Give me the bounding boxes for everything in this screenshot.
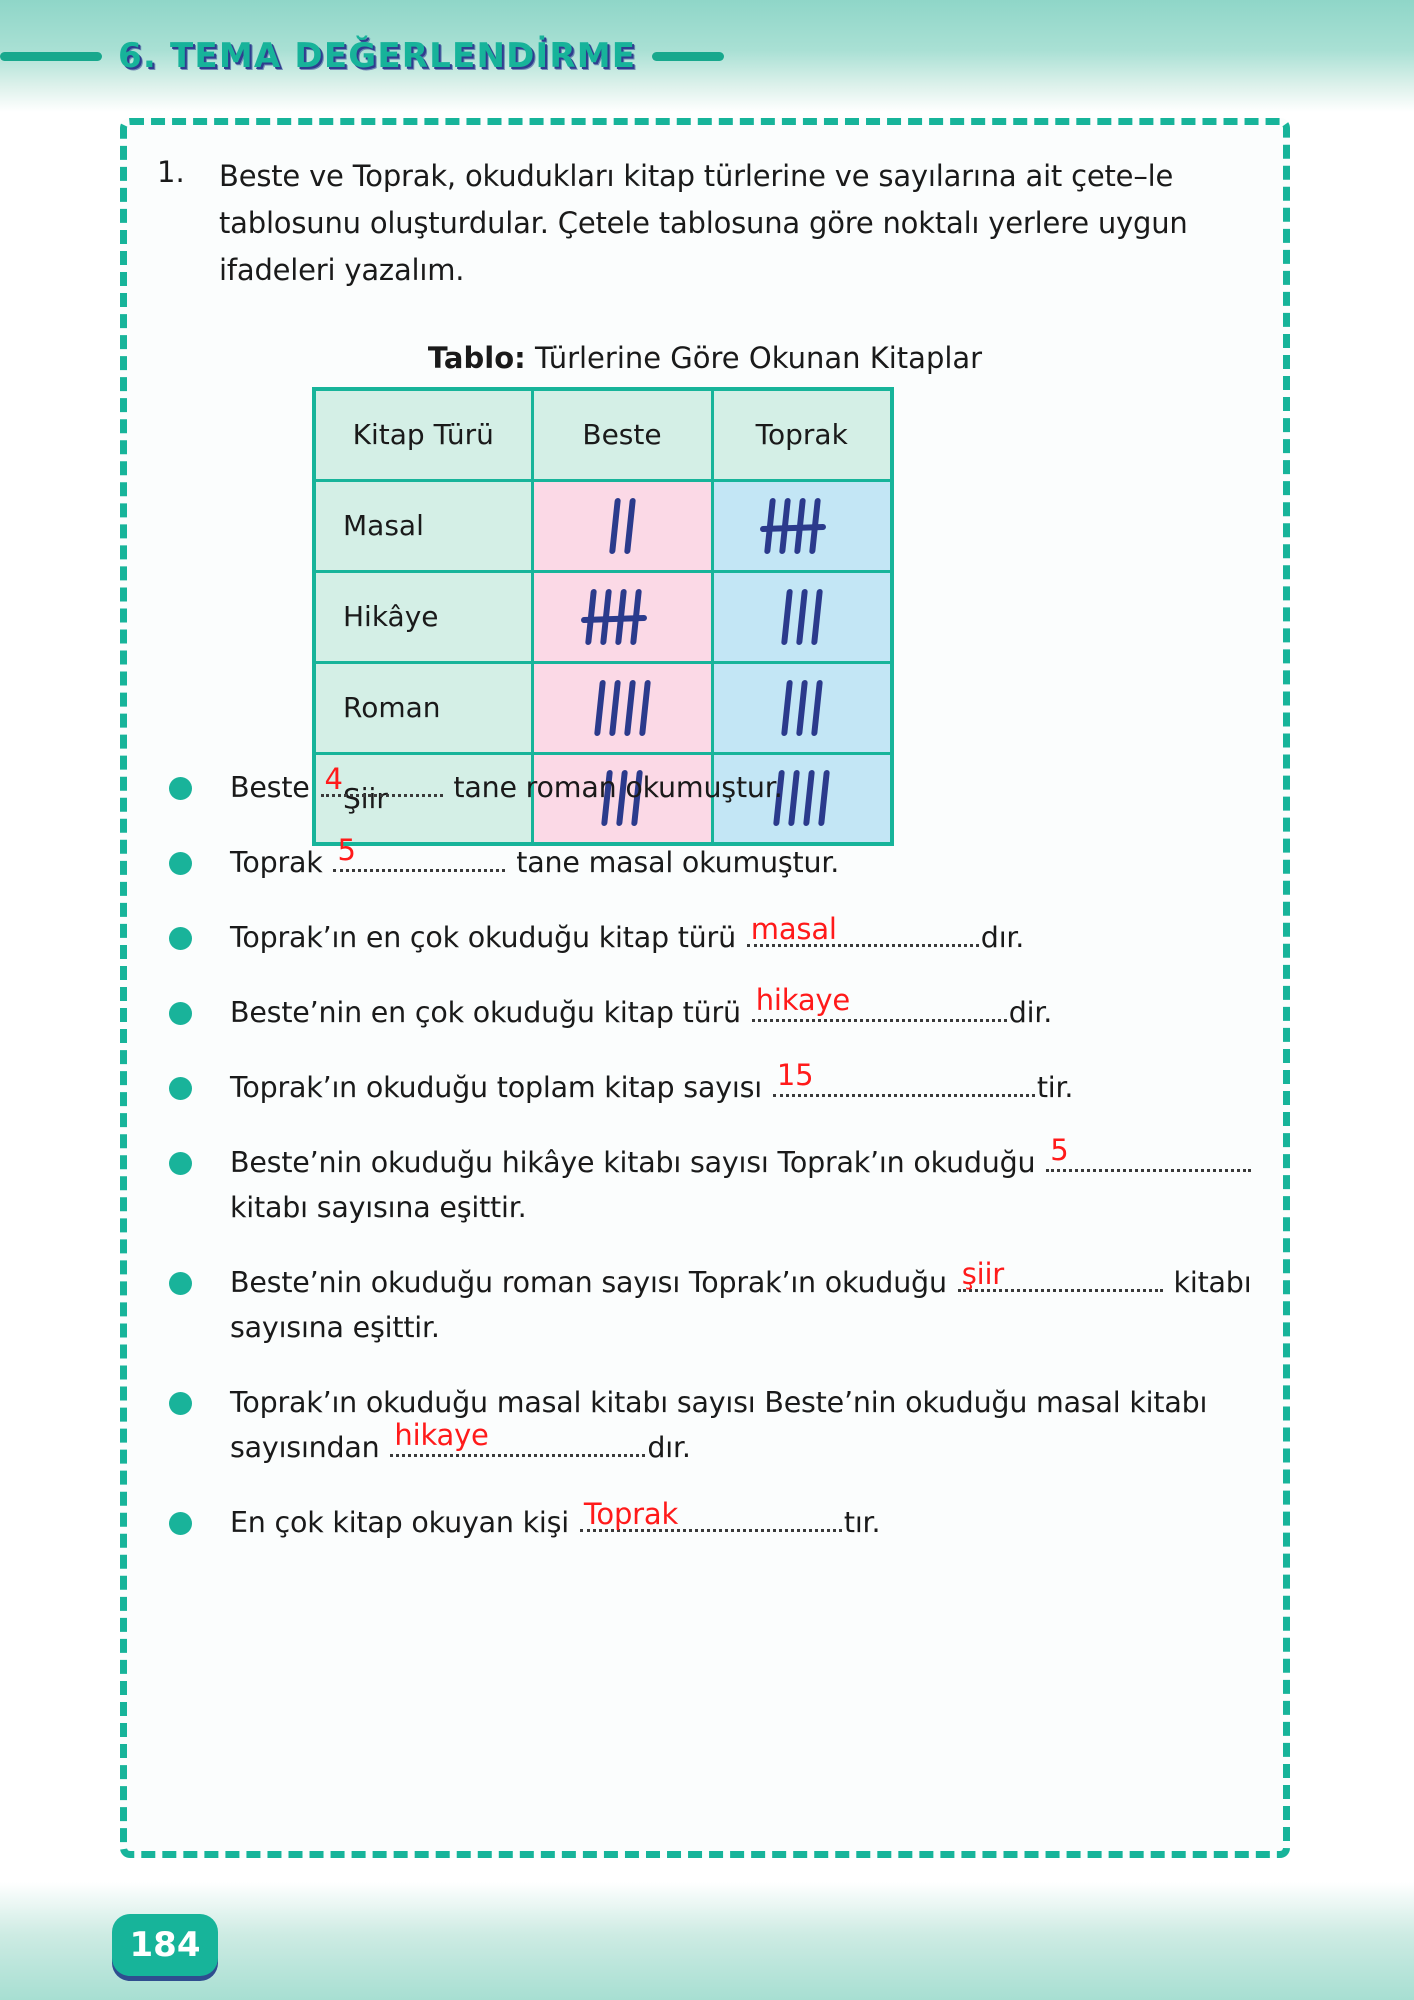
handwritten-answer: hikaye xyxy=(394,1418,489,1453)
tally-marks xyxy=(612,498,633,554)
answer-item xyxy=(149,1133,1269,1230)
answer-prefix: Beste’nin en çok okuduğu kitap türü xyxy=(230,996,750,1030)
handwritten-answer: 5 xyxy=(1050,1133,1069,1168)
answer-blank[interactable] xyxy=(747,912,979,947)
page-title: 6. TEMA DEĞERLENDİRME xyxy=(118,36,637,76)
answer-blank[interactable] xyxy=(773,1058,1035,1097)
answer-blank[interactable] xyxy=(752,983,1007,1022)
cell-beste-tally xyxy=(532,662,712,753)
cell-toprak-tally xyxy=(712,480,892,571)
answer-prefix: Toprak xyxy=(230,846,332,880)
page-footer xyxy=(0,1882,1414,2000)
handwritten-answer: 15 xyxy=(776,1058,814,1093)
header-title-row xyxy=(0,26,740,86)
row-label: Roman xyxy=(314,662,532,753)
bullet-icon xyxy=(169,1077,192,1100)
answer-prefix: Toprak’ın en çok okuduğu kitap türü xyxy=(230,921,745,955)
answer-text xyxy=(230,1380,1269,1470)
header-rule-left xyxy=(0,52,102,61)
bullet-icon xyxy=(169,1272,192,1295)
answer-item xyxy=(149,762,1269,810)
bullet-icon xyxy=(169,1002,192,1025)
answer-text xyxy=(230,1058,1074,1110)
bullet-icon xyxy=(169,927,192,950)
question-text: Beste ve Toprak, okudukları kitap türlerine ve sayılarına ait çete–le tablosunu oluşturdular. Çetele tablosuna göre noktalı yerlere uygun ifadeleri yazalım. xyxy=(219,159,1188,287)
bullet-icon xyxy=(169,1392,192,1415)
bullet-icon xyxy=(169,852,192,875)
cell-toprak-tally xyxy=(712,571,892,662)
answer-suffix: dır. xyxy=(647,1431,691,1465)
header-cell-beste: Beste xyxy=(532,389,712,480)
answer-text xyxy=(230,912,1025,960)
handwritten-answer: hikaye xyxy=(755,983,851,1018)
table-row xyxy=(314,480,892,571)
cell-beste-tally xyxy=(532,571,712,662)
header-rule-right xyxy=(652,52,724,61)
answer-suffix: tane roman okumuştur. xyxy=(444,771,783,804)
answer-suffix: dir. xyxy=(1008,996,1053,1030)
handwritten-answer: 4 xyxy=(324,762,343,796)
answer-text xyxy=(230,762,783,810)
page-header xyxy=(0,0,1414,112)
answer-suffix: tır. xyxy=(843,1506,881,1540)
row-label: Hikâye xyxy=(314,571,532,662)
table-caption xyxy=(127,341,1283,375)
answer-blank[interactable] xyxy=(1046,1133,1251,1172)
answer-item xyxy=(149,1058,1269,1110)
row-label: Şiir xyxy=(314,753,532,844)
answer-prefix: Toprak’ın okuduğu masal kitabı sayısı Beste’nin okuduğu masal kitabı sayısından xyxy=(230,1386,1208,1465)
answer-text xyxy=(230,1257,1269,1350)
tally-marks xyxy=(784,680,820,736)
exercise-frame xyxy=(120,118,1290,1858)
answer-prefix: Beste’nin okuduğu hikâye kitabı sayısı Toprak’ın okuduğu xyxy=(230,1146,1045,1180)
handwritten-answer: şiir xyxy=(961,1257,1005,1292)
answer-suffix: dır. xyxy=(980,921,1025,955)
answer-item xyxy=(149,983,1269,1035)
answer-prefix: Toprak’ın okuduğu toplam kitap sayısı xyxy=(230,1071,771,1105)
table-caption-text: Türlerine Göre Okunan Kitaplar xyxy=(525,341,983,375)
answer-suffix: kitabı sayısına eşittir. xyxy=(230,1266,1252,1345)
answer-list xyxy=(149,762,1269,1575)
header-cell-toprak: Toprak xyxy=(712,389,892,480)
bullet-icon xyxy=(169,1512,192,1535)
table-caption-label: Tablo: xyxy=(427,341,526,375)
cell-toprak-tally xyxy=(712,662,892,753)
answer-prefix: En çok kitap okuyan kişi xyxy=(230,1506,578,1540)
answer-suffix: tir. xyxy=(1036,1071,1074,1105)
question-block xyxy=(157,153,1257,294)
answer-suffix: tane masal okumuştur. xyxy=(507,846,840,880)
answer-item xyxy=(149,1257,1269,1350)
answer-blank[interactable] xyxy=(321,762,443,797)
answer-item xyxy=(149,1497,1269,1545)
answer-text xyxy=(230,1497,881,1545)
answer-blank[interactable] xyxy=(390,1418,645,1457)
handwritten-answer: 5 xyxy=(337,833,356,868)
tally-marks xyxy=(597,680,648,736)
answer-prefix: Beste’nin okuduğu roman sayısı Toprak’ın okuduğu xyxy=(230,1266,956,1300)
tally-marks xyxy=(784,589,820,645)
table-row xyxy=(314,571,892,662)
header-cell-type: Kitap Türü xyxy=(314,389,532,480)
answer-blank[interactable] xyxy=(580,1497,842,1532)
answer-blank[interactable] xyxy=(333,833,505,872)
table-row xyxy=(314,662,892,753)
page-number-badge: 184 xyxy=(112,1914,218,1976)
tally-marks xyxy=(588,589,657,645)
answer-text xyxy=(230,983,1053,1035)
cell-beste-tally xyxy=(532,480,712,571)
answer-item xyxy=(149,833,1269,885)
handwritten-answer: Toprak xyxy=(583,1497,679,1532)
question-number: 1. xyxy=(157,155,185,189)
table-header-row xyxy=(314,389,892,480)
row-label: Masal xyxy=(314,480,532,571)
bullet-icon xyxy=(169,777,192,800)
bullet-icon xyxy=(169,1152,192,1175)
answer-prefix: Beste xyxy=(230,771,319,804)
answer-item xyxy=(149,912,1269,960)
answer-suffix: kitabı sayısına eşittir. xyxy=(230,1191,527,1225)
answer-item xyxy=(149,1380,1269,1470)
tally-marks xyxy=(767,498,836,554)
answer-blank[interactable] xyxy=(958,1257,1163,1292)
answer-text xyxy=(230,1133,1269,1230)
handwritten-answer: masal xyxy=(750,912,837,947)
answer-text xyxy=(230,833,840,885)
